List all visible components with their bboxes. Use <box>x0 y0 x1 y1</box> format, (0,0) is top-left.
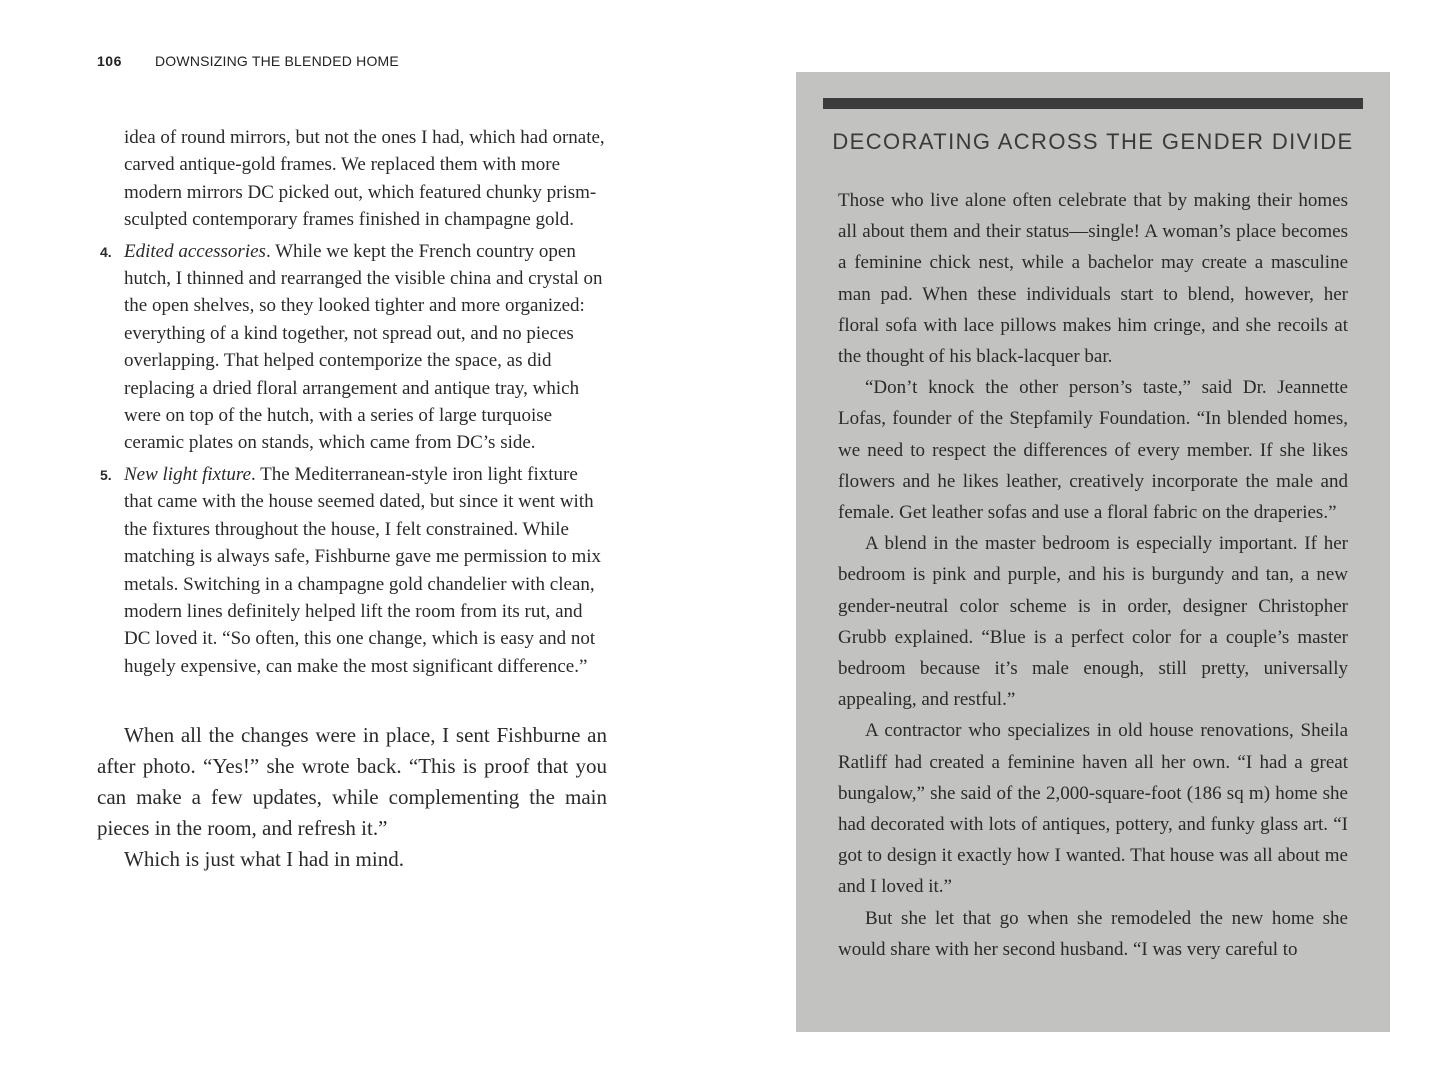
sidebar-paragraph: “Don’t knock the other person’s taste,” said Dr. Jeannette Lofas, founder of the Stepfamily Foundation. “In blended homes, we need to respect the differences of every member. If she likes flowers and he likes leather, creatively incorporate the male and female. Get leather sofas and use a floral fabric on the draperies.” <box>838 377 1348 524</box>
sidebar-title: DECORATING ACROSS THE GENDER DIVIDE <box>832 129 1354 154</box>
sidebar-paragraph: Those who live alone often celebrate that by making their homes all about them and their status—single! A woman’s place becomes a feminine chick nest, while a bachelor may create a masculine man pad. When these individuals start to blend, however, her floral sofa with lace pillows makes him cringe, and she recoils at the thought of his black-lacquer bar. <box>838 190 1348 368</box>
body-paragraph: When all the changes were in place, I sent Fishburne an after photo. “Yes!” she wrote back. “This is proof that you can make a few updates, while complementing the main pieces in the room, and refresh it.” <box>97 723 607 841</box>
sidebar-paragraph: A blend in the master bedroom is especially important. If her bedroom is pink and purple, and his is burgundy and tan, a new gender-neutral color scheme is in order, designer Christopher Grubb explained. “Blue is a perfect color for a couple’s master bedroom because it’s male enough, still pretty, universally appealing, and restful.” <box>838 533 1348 711</box>
left-column <box>97 124 607 875</box>
list-item <box>97 461 607 680</box>
list-item-title: Edited accessories <box>124 240 266 262</box>
sidebar-box <box>796 72 1390 1032</box>
list-number: 4. <box>100 243 112 260</box>
list-item-text: . The Mediterranean-style iron light fixture that came with the house seemed dated, but since it went with the fixtures throughout the house, I felt constrained. While matching is always safe, Fishburne gave me permission to mix metals. Switching in a champagne gold chandelier with clean, modern lines definitely helped lift the room from its rut, and DC loved it. “So often, this one change, which is easy and not hugely expensive, can make the most significant difference.” <box>124 463 602 677</box>
sidebar-text <box>838 185 1348 965</box>
sidebar-paragraph: A contractor who specializes in old house renovations, Sheila Ratliff had created a feminine haven all her own. “I had a great bungalow,” she said of the 2,000-square-foot (186 sq m) home she had decorated with lots of antiques, pottery, and funky glass art. “I got to design it exactly how I wanted. That house was all about me and I loved it.” <box>838 720 1348 898</box>
running-head <box>97 53 399 69</box>
sidebar-paragraph: But she let that go when she remodeled the new home she would share with her second husband. “I was very careful to <box>838 907 1348 960</box>
page-number: 106 <box>97 53 122 69</box>
running-title: DOWNSIZING THE BLENDED HOME <box>155 53 399 69</box>
sidebar-rule <box>823 98 1363 109</box>
list-number: 5. <box>100 466 112 483</box>
list-item-text: . While we kept the French country open hutch, I thinned and rearranged the visible china and crystal on the open shelves, so they looked tighter and more organized: everything of a kind together, not spread out, and no pieces overlapping. That helped contemporize the space, as did replacing a dried floral arrangement and antique tray, which were on top of the hutch, with a series of large turquoise ceramic plates on stands, which came from DC’s side. <box>124 240 603 454</box>
list-item <box>97 238 607 457</box>
list-item-continued: idea of round mirrors, but not the ones I had, which had ornate, carved antique-gold frames. We replaced them with more modern mirrors DC picked out, which featured chunky prism-sculpted contemporary frames finished in champagne gold. <box>124 127 605 231</box>
body-paragraph: Which is just what I had in mind. <box>124 847 404 872</box>
list-item-title: New light fixture <box>124 463 252 485</box>
